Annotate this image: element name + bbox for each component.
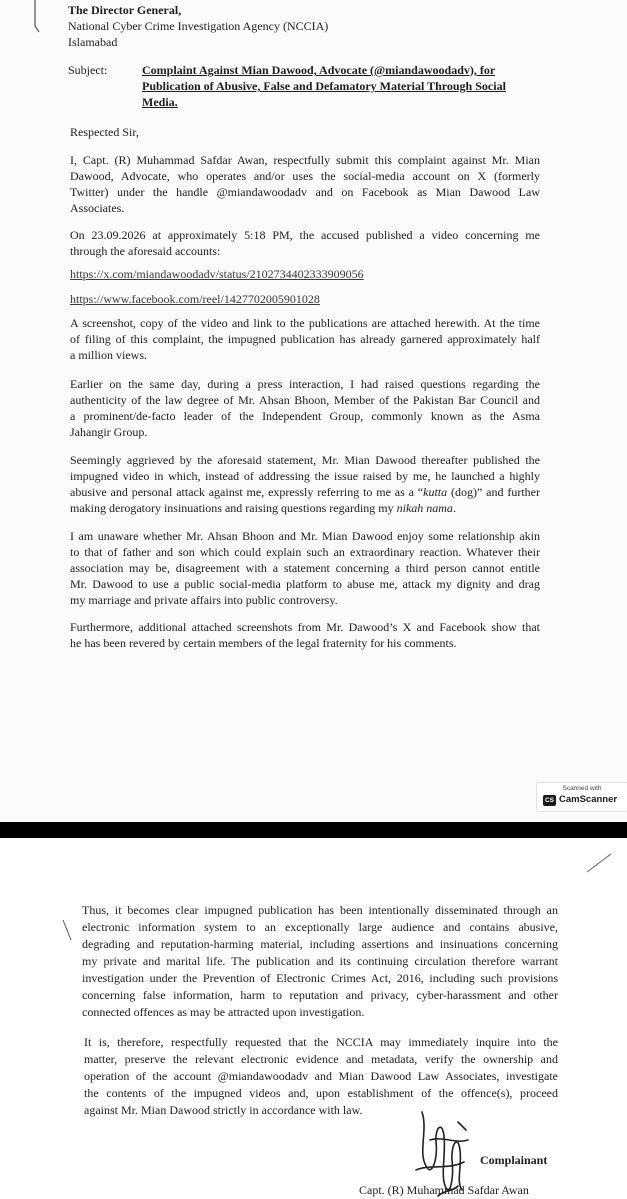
para-8-line: degrading and reputation-harming material, including assertions and insinuations concerning [82, 937, 558, 951]
para-3-line: of filing of this complaint, the impugned publication has already garnered approximately half [70, 332, 540, 346]
para-9-line: matter, preserve the relevant electronic evidence and metadata, verify the ownership and [84, 1052, 558, 1066]
para-5-text: (dog)” and further [447, 485, 540, 499]
para-8-line: Thus, it becomes clear impugned publication has been intentionally disseminated through an [82, 903, 558, 917]
para-2-line: through the aforesaid accounts: [70, 244, 221, 258]
para-5-line: impugned video in which, instead of addressing the issue raised by me, he launched a highly [70, 469, 540, 483]
para-9-line: operation of the account @miandawoodadv and Mian Dawood Law Associates, investigate [84, 1069, 558, 1083]
para-8-line: concerning false information, harm to reputation and privacy, cyber-harassment and other [82, 988, 558, 1002]
x-post-link[interactable]: https://x.com/miandawoodadv/status/2102734402333909056 [70, 267, 364, 281]
para-5-text: abusive and personal attack against me, expressly referring to me as a “ [70, 485, 424, 499]
para-2-line: On 23.09.2026 at approximately 5:18 PM, the accused published a video concerning me [70, 228, 540, 242]
para-5-text: . [452, 501, 456, 515]
subject-line: Complaint Against Mian Dawood, Advocate (@miandawoodadv), for [142, 63, 496, 77]
para-4-line: authenticity of the law degree of Mr. Ahsan Bhoon, Member of the Pakistan Bar Council and [70, 393, 540, 407]
addressee-line: Islamabad [68, 35, 118, 49]
para-9-line: against Mr. Mian Dawood strictly in accordance with law. [84, 1103, 363, 1117]
addressee-line: National Cyber Crime Investigation Agency (NCCIA) [68, 19, 329, 33]
para-4-line: Jahangir Group. [70, 425, 148, 439]
para-3-line: a million views. [70, 348, 147, 362]
subject-line: Publication of Abusive, False and Defamatory Material Through Social [142, 79, 506, 93]
facebook-reel-link[interactable]: https://www.facebook.com/reel/1427702005901028 [70, 292, 320, 306]
complainant-label: Complainant [480, 1153, 548, 1167]
para-9-line: the contents of the impugned videos and, upon establishment of the offence(s), proceed [84, 1086, 558, 1100]
subject-label: Subject: [68, 63, 108, 77]
para-7-line: he has been revered by certain members of the legal fraternity for his comments. [70, 636, 457, 650]
para-6-line: my marriage and private affairs into public controversy. [70, 593, 338, 607]
camscanner-logo-icon: CS [544, 797, 555, 804]
scanner-brand: CamScanner [559, 794, 618, 805]
para-4-line: Earlier on the same day, during a press interaction, I had raised questions regarding the [70, 377, 540, 391]
subject-line: Media. [142, 95, 178, 109]
para-5-line: Seemingly aggrieved by the aforesaid statement, Mr. Mian Dawood thereafter published the [70, 453, 540, 467]
para-5-text: making derogatory insinuations and raising questions regarding my [70, 501, 397, 515]
complainant-name: Capt. (R) Muhammad Safdar Awan [359, 1183, 529, 1197]
para-6-line: Mr. Dawood to use a public social-media platform to abuse me, attack my dignity and drag [70, 577, 540, 591]
para-5-line [70, 500, 540, 516]
pen-mark-icon [60, 918, 74, 942]
para-1-line: Twitter) under the handle @miandawoodadv and on Facebook as Mian Dawood Law [70, 185, 540, 199]
salutation: Respected Sir, [70, 125, 139, 139]
para-5-emphasis: kutta [423, 485, 448, 499]
para-3-line: A screenshot, copy of the video and link to the publications are attached herewith. At the time [70, 316, 540, 330]
para-8-line: electronic information system to an exceptionally large audience and contains abusive, [82, 920, 558, 934]
page-separator [0, 822, 627, 838]
para-8-line: my private and marital life. The publication and its continuing circulation therefore warrant [82, 954, 558, 968]
para-5-line [70, 484, 540, 500]
para-5-emphasis: nikah nama [396, 501, 453, 515]
para-1-line: Dawood, Advocate, who operates and/or uses the social-media account on X (formerly [70, 169, 540, 183]
scanner-caption: Scanned with [562, 785, 602, 792]
para-6-line: association may be, disagreement with a statement concerning a third person cannot entitle [70, 561, 540, 575]
camscanner-badge [536, 782, 627, 812]
para-8-line: investigation under the Prevention of Electronic Crimes Act, 2016, including such provisions [82, 971, 558, 985]
letter-page-2 [0, 838, 627, 1199]
para-1-line: Associates. [70, 201, 125, 215]
pen-mark-icon [30, 0, 42, 34]
para-8-line: connected offences as may be attracted upon investigation. [82, 1005, 365, 1019]
pen-mark-icon [585, 852, 613, 874]
para-4-line: a prominent/de-facto leader of the Independent Group, commonly known as the Asma [70, 409, 540, 423]
para-6-line: to that of father and son which could explain such an extraordinary reaction. Whatever their [70, 545, 540, 559]
para-9-line: It is, therefore, respectfully requested that the NCCIA may immediately inquire into the [84, 1035, 558, 1049]
para-6-line: I am unaware whether Mr. Ahsan Bhoon and Mr. Mian Dawood enjoy some relationship akin [70, 529, 540, 543]
para-7-line: Furthermore, additional attached screenshots from Mr. Dawood’s X and Facebook show that [70, 620, 540, 634]
addressee-line: The Director General, [68, 3, 182, 17]
para-1-line: I, Capt. (R) Muhammad Safdar Awan, respectfully submit this complaint against Mr. Mian [70, 153, 540, 167]
